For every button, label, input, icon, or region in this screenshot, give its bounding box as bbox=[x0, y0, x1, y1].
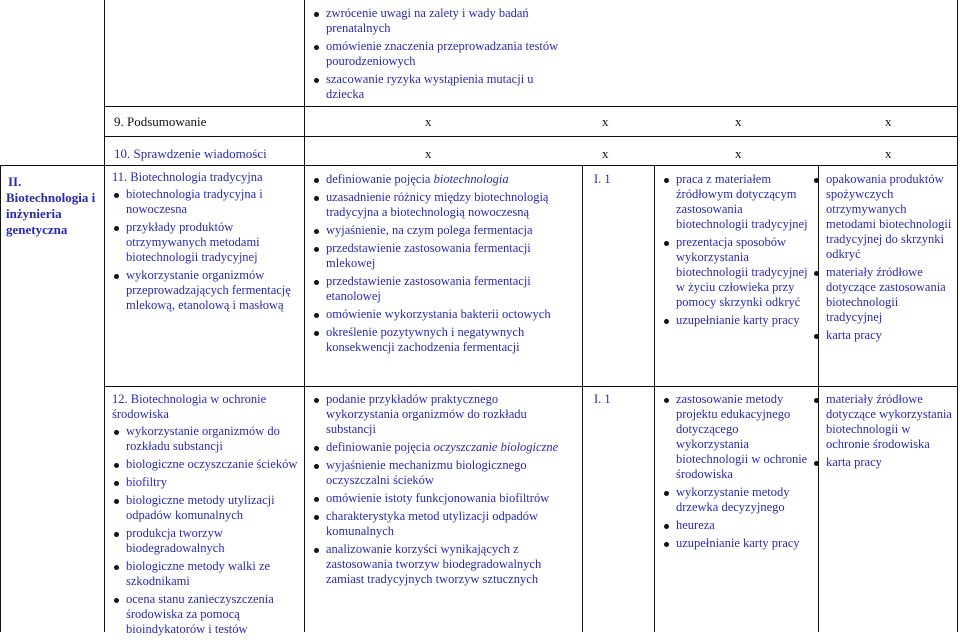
grid-line bbox=[582, 165, 583, 632]
section-title: Biotechnologia i inżynieria genetyczna bbox=[6, 190, 96, 237]
section-number: II. bbox=[8, 174, 22, 189]
list-item bbox=[312, 440, 574, 455]
topic-title: 12. Biotechnologia w ochronie środowiska bbox=[112, 392, 267, 421]
row-10-label: 10. Sprawdzenie wiadomości bbox=[114, 146, 267, 161]
top-list bbox=[312, 6, 562, 105]
topic-12-goals bbox=[312, 392, 574, 590]
list-item: biotechnologia tradycyjna i nowoczesna bbox=[112, 187, 298, 217]
list-item: zastosowanie metody projektu edukacyjnego dotyczącego wykorzystania biotechnologii w ochronie środowiska bbox=[662, 392, 812, 482]
list-item: produkcja tworzyw biodegradowalnych bbox=[112, 526, 298, 556]
row-10-cell: x bbox=[425, 146, 432, 161]
list-item: wykorzystanie metody drzewka decyzyjnego bbox=[662, 485, 812, 515]
grid-line bbox=[104, 386, 958, 387]
list-item: omówienie znaczenia przeprowadzania testów pourodzeniowych bbox=[312, 39, 562, 69]
topic-11-goals bbox=[312, 172, 574, 358]
row-9-cell: x bbox=[735, 114, 742, 129]
list-item: biologiczne metody utylizacji odpadów komunalnych bbox=[112, 493, 298, 523]
list-item: biologiczne metody walki ze szkodnikami bbox=[112, 559, 298, 589]
list-item: analizowanie korzyści wynikających z zastosowania tworzyw biodegradowalnych zamiast tradycyjnych tworzyw sztucznych bbox=[312, 542, 574, 587]
list-item: biofiltry bbox=[112, 475, 298, 490]
topic-11-level: I. 1 bbox=[594, 172, 611, 186]
topic-12-level: I. 1 bbox=[594, 392, 611, 406]
list-item: określenie pozytywnych i negatywnych konsekwencji zachodzenia fermentacji bbox=[312, 325, 574, 355]
list-item: wykorzystanie organizmów do rozkładu substancji bbox=[112, 424, 298, 454]
list-item: przedstawienie zastosowania fermentacji etanolowej bbox=[312, 274, 574, 304]
grid-line bbox=[0, 165, 958, 166]
grid-line bbox=[957, 0, 958, 632]
goal-prefix: definiowanie pojęcia bbox=[326, 440, 434, 454]
grid-line bbox=[0, 165, 1, 632]
row-10-cell: x bbox=[885, 146, 892, 161]
grid-line bbox=[104, 106, 958, 107]
row-9-label: 9. Podsumowanie bbox=[114, 114, 207, 129]
list-item: ocena stanu zanieczyszczenia środowiska za pomocą bioindykatorów i testów bbox=[112, 592, 298, 637]
goal-prefix: definiowanie pojęcia bbox=[326, 172, 434, 186]
grid-line bbox=[104, 136, 958, 137]
grid-line bbox=[304, 0, 305, 632]
topic-11-materials bbox=[812, 172, 954, 346]
list-item: wykorzystanie organizmów przeprowadzających fermentację mlekową, etanolową i masłową bbox=[112, 268, 298, 313]
row-10-cell: x bbox=[735, 146, 742, 161]
list-item: materiały źródłowe dotyczące wykorzystania biotechnologii w ochronie środowiska bbox=[812, 392, 954, 452]
list-item: omówienie wykorzystania bakterii octowych bbox=[312, 307, 574, 322]
list-item: podanie przykładów praktycznego wykorzystania organizmów do rozkładu substancji bbox=[312, 392, 574, 437]
row-9-cell: x bbox=[425, 114, 432, 129]
list-item: materiały źródłowe dotyczące zastosowania biotechnologii tradycyjnej bbox=[812, 265, 954, 325]
list-item: charakterystyka metod utylizacji odpadów komunalnych bbox=[312, 509, 574, 539]
list-item: uzasadnienie różnicy między biotechnologią tradycyjna a biotechnologią nowoczesną bbox=[312, 190, 574, 220]
topic-12-materials bbox=[812, 392, 954, 473]
topic-12-methods bbox=[662, 392, 812, 554]
list-item: uzupełnianie karty pracy bbox=[662, 536, 812, 551]
goal-term: oczyszczanie biologiczne bbox=[433, 440, 559, 454]
list-item: praca z materiałem źródłowym dotyczącym zastosowania biotechnologii tradycyjnej bbox=[662, 172, 812, 232]
list-item: przykłady produktów otrzymywanych metodami biotechnologii tradycyjnej bbox=[112, 220, 298, 265]
grid-line bbox=[104, 0, 105, 632]
list-item: heureza bbox=[662, 518, 812, 533]
list-item: opakowania produktów spożywczych otrzymywanych metodami biotechnologii tradycyjnej do skrzynki odkryć bbox=[812, 172, 954, 262]
list-item: biologiczne oczyszczanie ścieków bbox=[112, 457, 298, 472]
list-item: omówienie istoty funkcjonowania biofiltrów bbox=[312, 491, 574, 506]
list-item: uzupełnianie karty pracy bbox=[662, 313, 812, 328]
topic-title: 11. Biotechnologia tradycyjna bbox=[112, 170, 263, 184]
row-10-cell: x bbox=[602, 146, 609, 161]
list-item: wyjaśnienie, na czym polega fermentacja bbox=[312, 223, 574, 238]
row-9-cell: x bbox=[602, 114, 609, 129]
list-item: karta pracy bbox=[812, 455, 954, 470]
list-item: prezentacja sposobów wykorzystania biotechnologii tradycyjnej w życiu człowieka przy pomocy skrzynki odkryć bbox=[662, 235, 812, 310]
list-item: zwrócenie uwagi na zalety i wady badań prenatalnych bbox=[312, 6, 562, 36]
grid-line bbox=[654, 165, 655, 632]
list-item: wyjaśnienie mechanizmu biologicznego oczyszczalni ścieków bbox=[312, 458, 574, 488]
list-item: karta pracy bbox=[812, 328, 954, 343]
list-item: szacowanie ryzyka wystąpienia mutacji u dziecka bbox=[312, 72, 562, 102]
goal-term: biotechnologia bbox=[433, 172, 509, 186]
topic-12-content bbox=[112, 392, 298, 640]
topic-11-content bbox=[112, 170, 298, 316]
topic-11-methods bbox=[662, 172, 812, 331]
list-item bbox=[312, 172, 574, 187]
row-9-cell: x bbox=[885, 114, 892, 129]
list-item: przedstawienie zastosowania fermentacji mlekowej bbox=[312, 241, 574, 271]
